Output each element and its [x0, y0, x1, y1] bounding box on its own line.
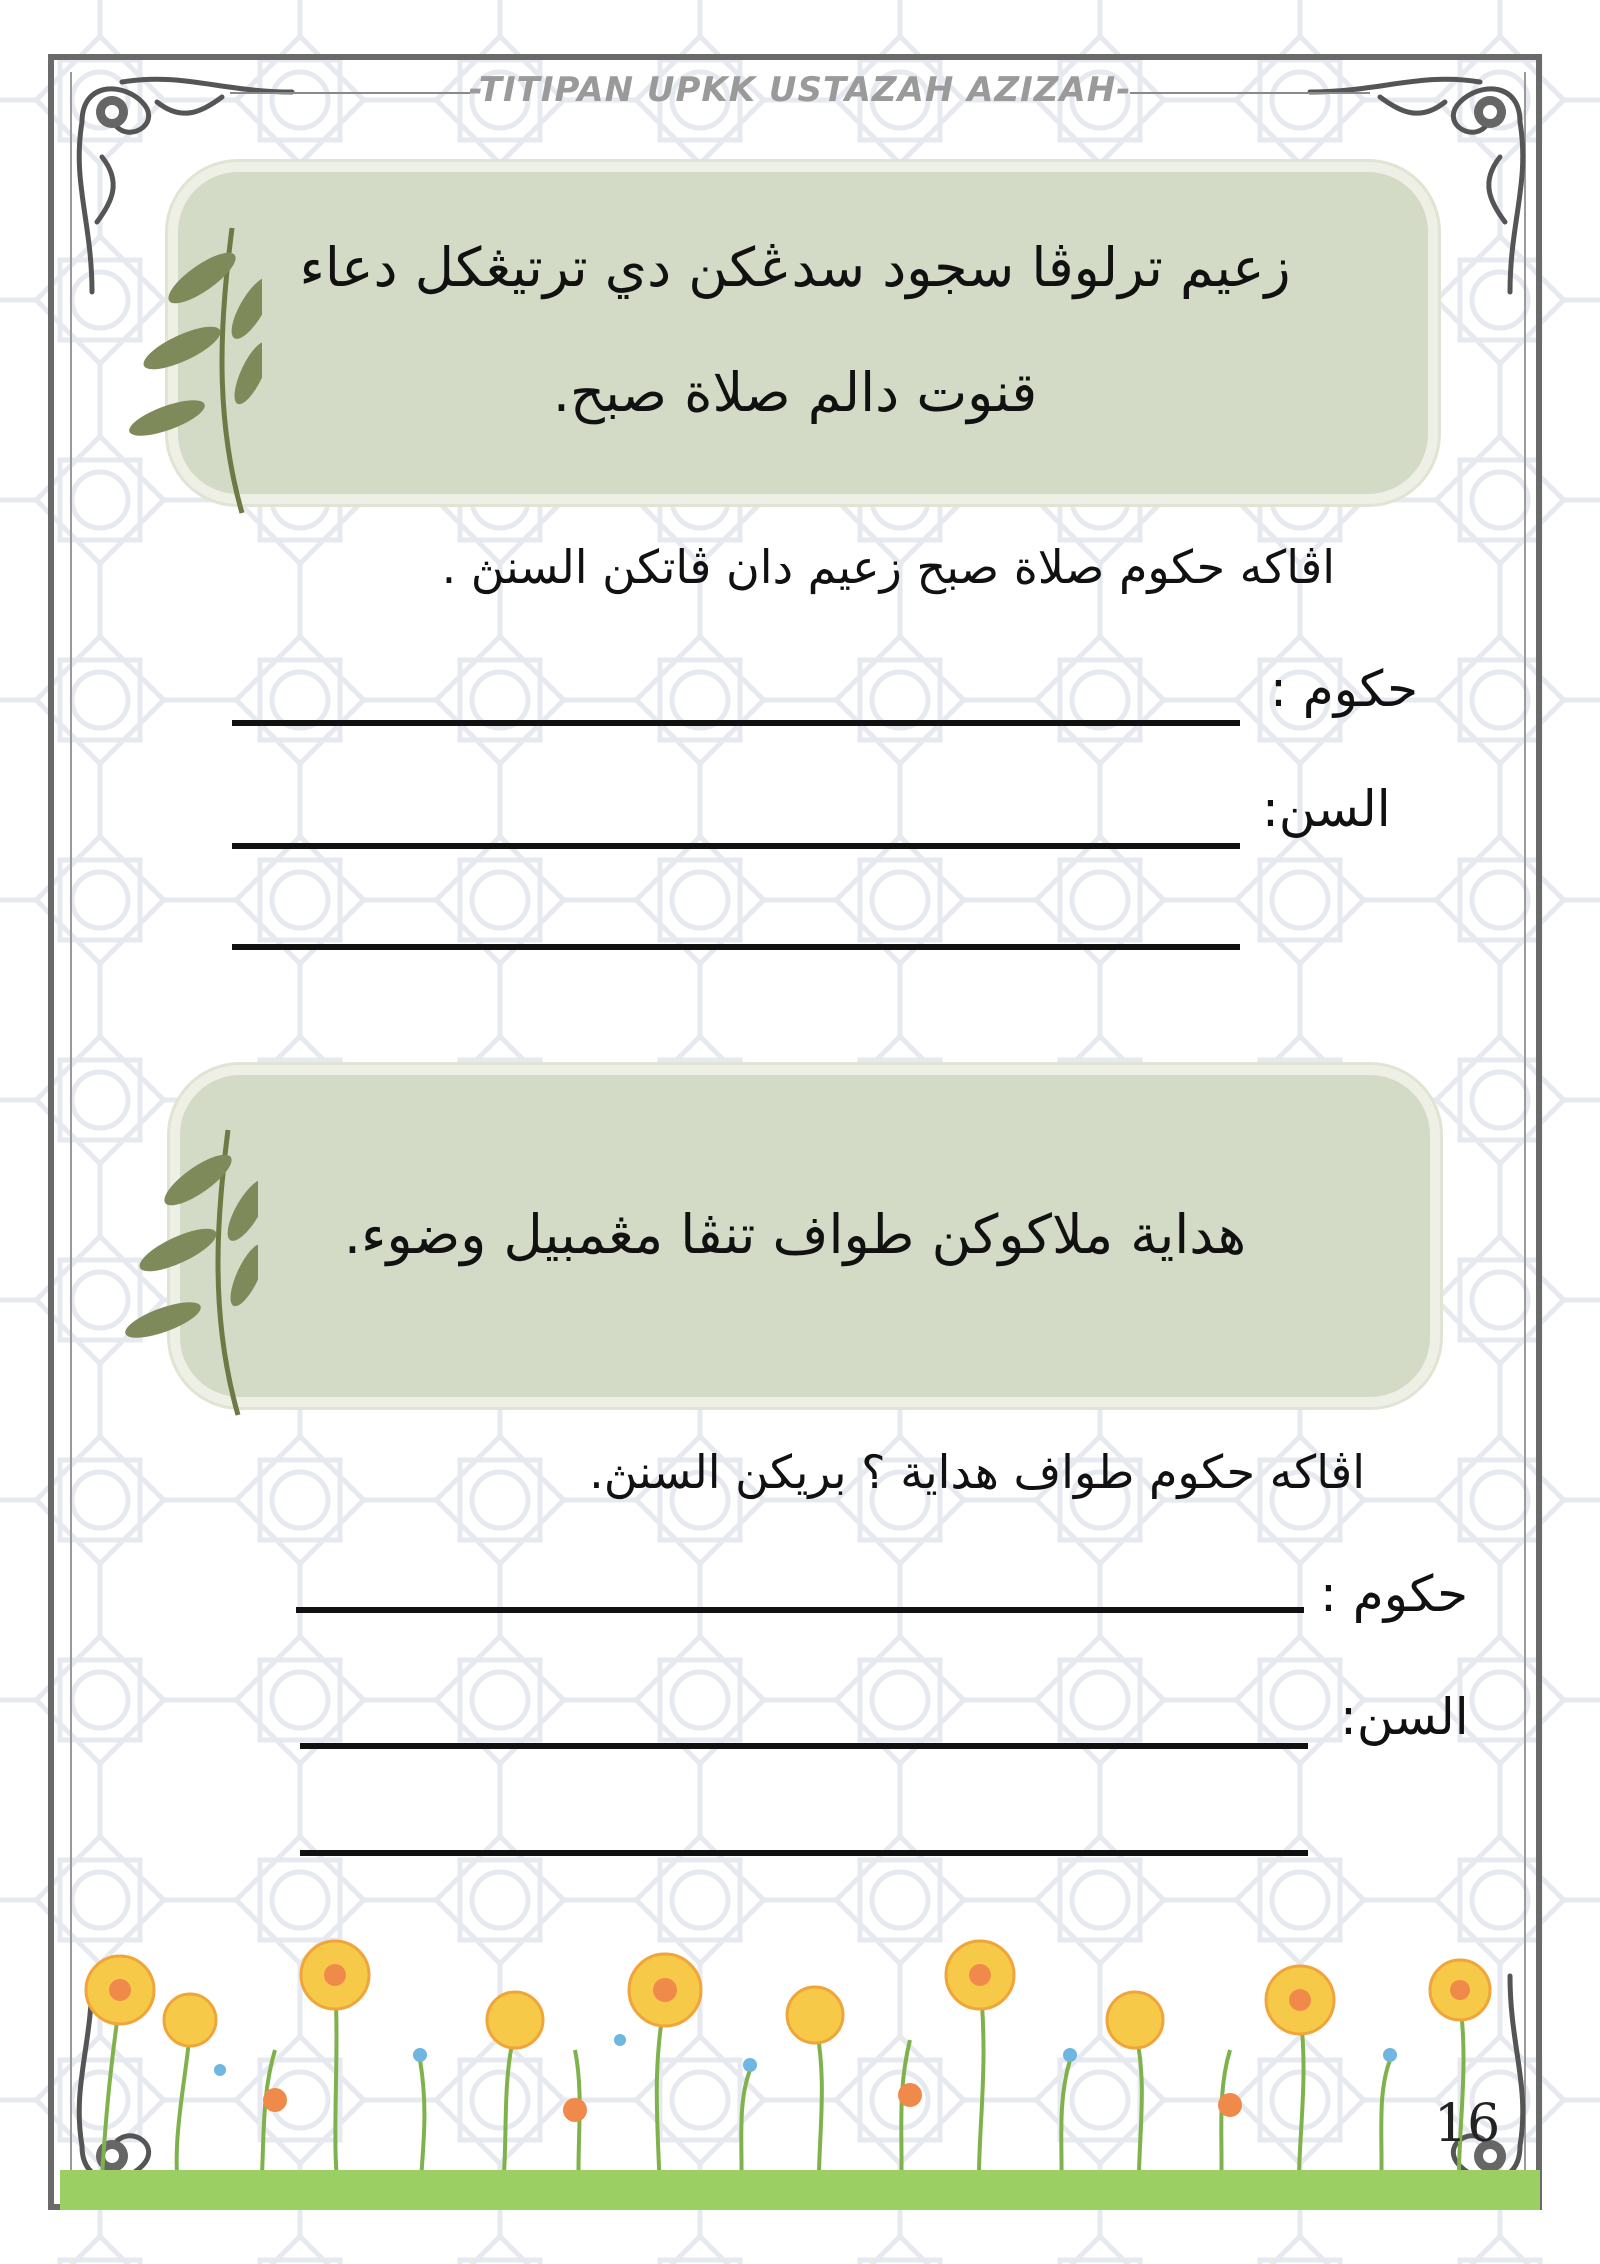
answer-line-dalil-2b[interactable] [300, 1850, 1308, 1856]
answer-line-hukum-1[interactable] [232, 720, 1240, 726]
statement-1-line-1: زعيم ترلوڤا سجود سدڠكن دي ترتيڠكل دعاء [299, 236, 1291, 299]
answer-line-dalil-1a[interactable] [232, 843, 1240, 849]
answer-line-dalil-1b[interactable] [232, 944, 1240, 950]
label-dalil-1: السن: [1262, 780, 1391, 838]
answer-line-dalil-2a[interactable] [300, 1743, 1308, 1749]
statement-1-line-2: قنوت دالم صلاة صبح. [552, 361, 1038, 424]
label-hukum-2: حكوم : [1320, 1565, 1469, 1623]
label-hukum-1: حكوم : [1270, 660, 1419, 718]
answer-line-hukum-2[interactable] [296, 1607, 1304, 1613]
page-number: 16 [1434, 2094, 1501, 2154]
question-2: اڤاكه حكوم طواف هداية ؟ بريكن السنڽ. [589, 1445, 1365, 1499]
label-dalil-2: السن: [1340, 1688, 1469, 1746]
statement-2: هداية ملاكوكن طواف تنڤا مڠمبيل وضوء. [343, 1203, 1247, 1266]
flower-meadow-illustration [60, 1920, 1540, 2210]
header-title: -TITIPAN UPKK USTAZAH AZIZAH- [468, 70, 1132, 110]
question-1: اڤاكه حكوم صلاة صبح زعيم دان ڤاتكن السنڽ . [441, 540, 1335, 594]
